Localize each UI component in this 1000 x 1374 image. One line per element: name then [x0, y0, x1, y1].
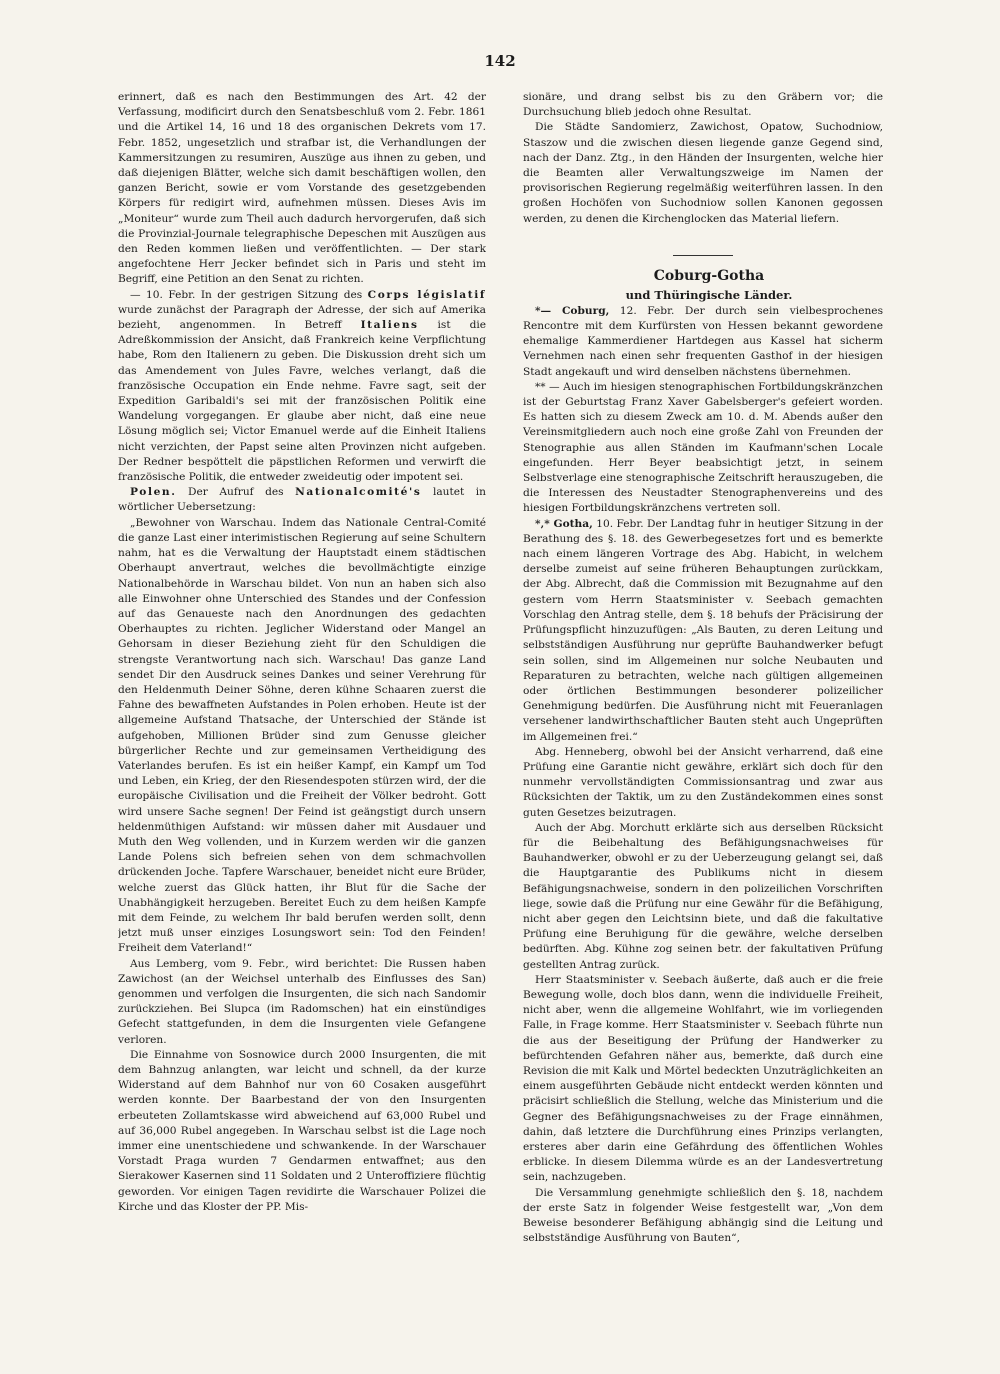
- paragraph-assembly-approval: Die Versammlung genehmigte schließlich den §. 18, nachdem der erste Satz in folgender Weise festgestellt war, „Von dem Beweise besonderer Befähigung abhängig sind die Leitung und selbstständige Ausführung von Bauten“,: [523, 1186, 883, 1245]
- corps-rest-text: ist die Adreßkommission der Ansicht, daß Frankreich keine Verpflichtung habe, Rom den Italienern zu geben. Die Diskussion dreht sich um das Amendement von Jules Favre, welches verlangt, daß die französische Occupation ein Ende nehme. Favre sagt, seit der Expedition Garibaldi's sei mit der französischen Politik eine Wandelung vorgegangen. Er glaube aber nicht, daß eine neue Lösung möglich sei; Victor Emanuel werde auf die Einheit Italiens nicht verzichten, der Papst seine alten Provinzen nicht aufgeben. Der Redner bespöttelt die päpstlichen Reformen und verwirft die französische Politik, die entweder zweideutig oder impotent sei.: [118, 319, 486, 484]
- coburg-dateline: *— Coburg,: [535, 304, 610, 317]
- gotha-dateline: *‚* Gotha,: [535, 517, 593, 530]
- paragraph-stenography: ** — Auch im hiesigen stenographischen Fortbildungskränzchen ist der Geburtstag Franz Xaver Gabelsberger's gefeiert worden. Es hatten sich zu diesem Zweck am 10. d. M. Abends außer den Vereinsmitgliedern auch noch eine große Zahl von Freunden der Stenographie aus allen Ständen im Kaufmann'schen Locale eingefunden. Herr Beyer beabsichtigt jetzt, in seinem Selbstverlage eine stenographische Zeitschrift herauszugeben, die die Interessen des Neustadter Stenographenvereins und des hiesigen Fortbildungskränzchens vertreten soll.: [523, 380, 883, 515]
- paragraph-france-press-decree: erinnert, daß es nach den Bestimmungen des Art. 42 der Verfassung, modificirt durch den Senatsbeschluß vom 2. Febr. 1861 und die Artikel 14, 16 und 18 des organischen Dekrets vom 17. Febr. 1852, ungesetzlich und strafbar ist, die Verhandlungen der Kammersitzungen zu resumiren, Auszüge aus ihnen zu geben, und daß diejenigen Blätter, welche sich damit beschäftigen wollen, den ganzen Bericht, sowie er vom Vorstande des gesetzgebenden Körpers für redigirt wird, aufnehmen müssen. Dieses Avis im „Moniteur“ wurde zum Theil auch dadurch hervorgerufen, daß sich die Provinzial-Journale telegraphische Depeschen mit Auszügen aus den Reden kommen ließen und veröffentlichten. — Der stark angefochtene Herr Jecker befindet sich in Paris und steht im Begriff, eine Petition an den Senat zu richten.: [118, 91, 486, 286]
- paragraph-polen-heading: [118, 485, 486, 515]
- corps-date-lead: — 10. Febr. In der gestrigen Sitzung des: [130, 288, 363, 301]
- left-column: [118, 90, 486, 1330]
- italiens-term: Italiens: [360, 319, 419, 332]
- corps-legislatif-term: Corps législatif: [367, 288, 486, 301]
- coburg-text: 12. Febr. Der durch sein vielbesprochenes Rencontre mit dem Kurfürsten von Hessen bekannt gewordene ehemalige Kammerdiener Hartdegen aus Kassel hat sicherm Vernehmen nach einen sehr frequenten Gasthof in der hiesigen Stadt angekauft und wird denselben nächstens übernehmen.: [523, 304, 883, 378]
- paragraph-corps-legislatif: [118, 288, 486, 486]
- paragraph-seebach: Herr Staatsminister v. Seebach äußerte, daß auch er die freie Bewegung wolle, doch blos dann, wenn die individuelle Freiheit, nicht aber, wenn die allgemeine Wohlfahrt, wie im vorliegenden Falle, in Frage komme. Herr Staatsminister v. Seebach führte nun die aus der Beseitigung der Prüfung der Handwerker zu befürchtenden Gefahren näher aus, bemerkte, daß durch eine Revision die mit Kalk und Mörtel bedeckten Unzuträglichkeiten an einem ausgeführten Gebäude nicht entdeckt werden könnten und präcisirt schließlich die Stellung, welche das Ministerium und die Gegner des Befähigungsnachweises zu der Frage einnähmen, dahin, daß letztere die Durchführung eines Prinzips verlangten, ersteres aber darin eine Gefährdung des öffentlichen Wohles erblicke. In diesem Dilemma würde es an der Landesvertretung sein, nachzugeben.: [523, 973, 883, 1184]
- section-subtitle: und Thüringische Länder.: [625, 287, 793, 302]
- paragraph-henneberg: Abg. Henneberg, obwohl bei der Ansicht verharrend, daß eine Prüfung eine Garantie nicht gewähre, erklärt sich doch für den nunmehr vervollständigten Commissionsantrag und zwar aus Rücksichten der Taktik, um zu den Zuständekommen eines sonst guten Gesetzes beizutragen.: [523, 745, 883, 819]
- polen-rest-text: lautet in wörtlicher Uebersetzung:: [118, 486, 486, 514]
- paragraph-missionaries-continued: sionäre, und drang selbst bis zu den Gräbern vor; die Durchsuchung blieb jedoch ohne Resultat.: [523, 91, 883, 119]
- paragraph-coburg-report: [523, 304, 883, 380]
- nationalcomite-term: Nationalcomité's: [295, 486, 422, 499]
- right-column: [523, 90, 883, 1330]
- paragraph-sosnowice-report: Die Einnahme von Sosnowice durch 2000 Insurgenten, die mit dem Bahnzug anlangten, war leicht und schnell, da der kurze Widerstand auf dem Bahnhof nur von 60 Cosaken ausgeführt werden konnte. Der Baarbestand der von den Insurgenten erbeuteten Zollamtskasse wird abweichend auf 63,000 Rubel und auf 36,000 Rubel angegeben. In Warschau selbst ist die Lage noch immer eine unentschiedene und schwankende. In der Warschauer Vorstadt Praga wurden 7 Gendarmen entwaffnet; aus den Sierakower Kasernen sind 11 Soldaten und 2 Unteroffiziere flüchtig geworden. Vor einigen Tagen revidirte die Warschauer Polizei die Kirche und das Kloster der PP. Mis-: [118, 1048, 486, 1213]
- paragraph-gotha-report: [523, 517, 883, 745]
- paragraph-warsaw-proclamation: „Bewohner von Warschau. Indem das Nationale Central-Comité die ganze Last einer interimistischen Regierung auf seine Schultern nahm, hat es die Verwaltung der Hauptstadt einem städtischen Oberhaupt anvertraut, welches die bevollmächtigte einzige Nationalbehörde in Warschau bildet. Von nun an haben sich also alle Einwohner ohne Unterschied des Standes und der Confession auf das Genaueste nach den Anordnungen des gedachten Oberhauptes zu richten. Jeglicher Widerstand oder Mangel an Gehorsam in dieser Beziehung zieht für den Schuldigen die strengste Verantwortung nach sich. Warschau! Das ganze Land sendet Dir den Ausdruck seines Dankes und seiner Verehrung für den Heldenmuth Deiner Söhne, deren kühne Schaaren zuerst die Fahne des bewaffneten Aufstandes in Polen erhoben. Heute ist der allgemeine Aufstand Thatsache, der Unterschied der Stände ist aufgehoben, Millionen Brüder sind zum Genusse gleicher bürgerlicher Rechte und zur gemeinsamen Vertheidigung des Vaterlandes berufen. Es ist ein heißer Kampf, ein Kampf um Tod und Leben, ein Krieg, der den Riesendespoten stürzen wird, der die europäische Civilisation und die Freiheit der Völker bedroht. Gott wird unsere Sache segnen! Der Feind ist geängstigt durch unsern heldenmüthigen Aufstand: wir müssen daher mit Ausdauer und Muth den Weg vollenden, und in Kurzem werden wir die ganzen Lande Polens sich befreien sehen von dem schmachvollen drückenden Joche. Tapfere Warschauer, beneidet nicht eure Brüder, welche zuerst das Glück hatten, ihr Blut für die Sache der Unabhängigkeit herzugeben. Bereitet Euch zu dem heißen Kampfe mit dem Feinde, zu welchem Ihr bald berufen werden sollt, denn jetzt muß unser einziges Losungswort sein: Tod den Feinden! Freiheit dem Vaterland!“: [118, 516, 486, 955]
- polen-mid-text: Der Aufruf des: [188, 486, 284, 499]
- section-divider: [673, 255, 733, 256]
- polen-dateline: Polen.: [130, 486, 177, 499]
- section-title: Coburg-Gotha: [653, 267, 765, 284]
- paragraph-morchutt: Auch der Abg. Morchutt erklärte sich aus derselben Rücksicht für die Beibehaltung des Befähigungsnachweises für Bauhandwerker, obwohl er zu der Ueberzeugung gelangt sei, daß die Hauptgarantie des Publikums nicht in diesem Befähigungsnachweise, sondern in den polizeilichen Vorschriften liege, sowie daß die Prüfung nur eine Gewähr für die Befähigung, nicht aber gegen den Leichtsinn biete, und daß die fakultative Prüfung eine Beruhigung für die gewähre, welche derselben bedürften. Abg. Kühne zog seinen betr. der fakultativen Prüfung gestellten Antrag zurück.: [523, 821, 883, 971]
- page-number: 142: [484, 52, 516, 70]
- gotha-text: 10. Febr. Der Landtag fuhr in heutiger Sitzung in der Berathung des §. 18. des Gewerbegesetzes fort und es bemerkte nach einem längeren Vortrage des Abg. Habicht, in welchem derselbe zumeist auf seine früheren Behauptungen zurückkam, der Abg. Albrecht, daß die Commission mit Bezugnahme auf den gestern vom Herrn Staatsminister v. Seebach gemachten Vorschlag den Antrag stelle, dem §. 18 behufs der Präcisirung der Prüfungspflicht hinzuzufügen: „Als Bauten, zu deren Leitung und selbstständigen Ausführung nur geprüfte Bauhandwerker befugt sein sollen, sind im Allgemeinen nur solche Neubauten und Reparaturen zu betrachten, welche nach gültigen allgemeinen oder örtlichen Bestimmungen besonderer polizeilicher Genehmigung bedürfen. Die Ausführung nicht mit Feueranlagen versehener landwirthschaftlicher Bauten steht auch Ungeprüften im Allgemeinen frei.“: [523, 517, 883, 743]
- paragraph-towns-insurgents: Die Städte Sandomierz, Zawichost, Opatow, Suchodniow, Staszow und die zwischen diesen liegende ganze Gegend sind, nach der Danz. Ztg., in den Händen der Insurgenten, welche hier die Beamten aller Verwaltungszweige im Namen der provisorischen Regierung regelmäßig weiterführen lassen. In den großen Hochöfen von Suchodniow sollen Kanonen gegossen werden, zu denen die Kirchenglocken das Material liefern.: [523, 121, 883, 225]
- corps-mid-text: wurde zunächst der Paragraph der Adresse, der sich auf Amerika bezieht, angenommen. In Betreff: [118, 303, 486, 332]
- paragraph-lemberg-report: Aus Lemberg, vom 9. Febr., wird berichtet: Die Russen haben Zawichost (an der Weichsel unterhalb des Einflusses des San) genommen und verfolgen die Insurgenten, die sich nach Sandomir zurückziehen. Bei Slupca (im Radomschen) hat ein einstündiges Gefecht stattgefunden, in dem die Insurgenten viele Gefangene verloren.: [118, 957, 486, 1046]
